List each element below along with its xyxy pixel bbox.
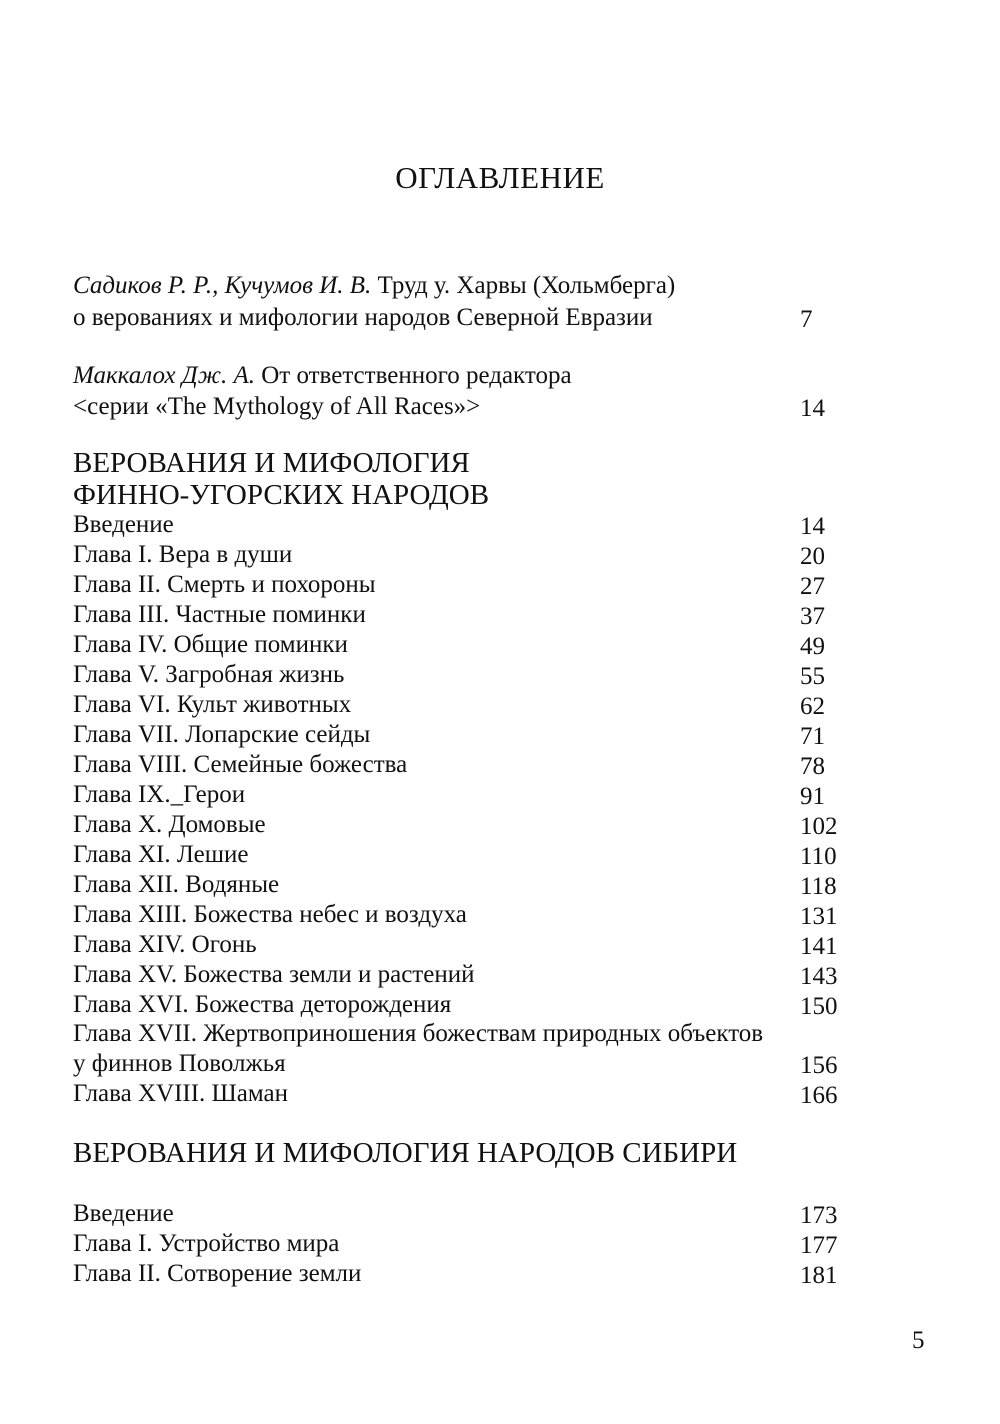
entry-page-number: 14 (800, 513, 825, 540)
entry-page-number: 14 (800, 395, 825, 422)
toc-entry-front-2-line2[interactable]: <серии «The Mythology of All Races»> (73, 393, 481, 420)
entry-author: Садиков Р. Р., Кучумов И. В. (73, 272, 372, 299)
entry-page-number: 91 (800, 783, 825, 810)
toc-entry[interactable]: Глава X. Домовые (73, 811, 266, 838)
entry-page-number: 37 (800, 603, 825, 630)
toc-entry[interactable]: Глава VI. Культ животных (73, 691, 352, 718)
toc-entry[interactable]: Глава II. Сотворение земли (73, 1260, 362, 1287)
entry-title: Труд у. Харвы (Хольмберга) (377, 272, 676, 299)
toc-entry[interactable]: Глава I. Устройство мира (73, 1230, 340, 1257)
entry-page-number: 62 (800, 693, 825, 720)
entry-page-number: 166 (800, 1082, 838, 1109)
entry-page-number: 143 (800, 963, 838, 990)
toc-entry[interactable]: Глава IV. Общие поминки (73, 631, 348, 658)
entry-page-number: 150 (800, 993, 838, 1020)
entry-page-number: 20 (800, 543, 825, 570)
toc-entry[interactable]: Введение (73, 511, 174, 538)
toc-entry-front-2-line1[interactable] (73, 361, 572, 391)
entry-page-number: 141 (800, 933, 838, 960)
toc-entry[interactable]: Глава XVIII. Шаман (73, 1080, 288, 1107)
section-heading-finno-ugric-line2: ФИННО-УГОРСКИХ НАРОДОВ (73, 479, 490, 511)
toc-entry[interactable]: Глава V. Загробная жизнь (73, 661, 345, 688)
toc-entry[interactable]: Глава XI. Лешие (73, 841, 249, 868)
entry-page-number: 173 (800, 1202, 838, 1229)
toc-entry[interactable]: Глава VII. Лопарские сейды (73, 721, 371, 748)
toc-entry[interactable]: Глава XVI. Божества деторождения (73, 991, 452, 1018)
entry-author: Маккалох Дж. А. (73, 362, 255, 389)
entry-page-number: 55 (800, 663, 825, 690)
toc-entry-front-1-line1[interactable] (73, 271, 675, 301)
toc-entry[interactable]: Глава VIII. Семейные божества (73, 751, 408, 778)
toc-entry[interactable]: Глава XIII. Божества небес и воздуха (73, 901, 467, 928)
entry-page-number: 102 (800, 813, 838, 840)
page-title: ОГЛАВЛЕНИЕ (395, 160, 605, 195)
entry-page-number: 118 (800, 873, 837, 900)
entry-page-number: 156 (800, 1052, 838, 1079)
entry-page-number: 131 (800, 903, 838, 930)
entry-page-number: 49 (800, 633, 825, 660)
entry-page-number: 27 (800, 573, 825, 600)
entry-page-number: 78 (800, 753, 825, 780)
entry-page-number: 177 (800, 1232, 838, 1259)
entry-page-number: 71 (800, 723, 825, 750)
toc-entry[interactable]: Глава II. Смерть и похороны (73, 571, 376, 598)
toc-entry[interactable]: Глава IX._Герои (73, 781, 246, 808)
toc-entry[interactable]: Глава XV. Божества земли и растений (73, 961, 475, 988)
entry-page-number: 7 (800, 306, 813, 333)
toc-entry-continuation[interactable]: у финнов Поволжья (73, 1050, 286, 1077)
toc-entry[interactable]: Глава XIV. Огонь (73, 931, 257, 958)
entry-page-number: 110 (800, 843, 837, 870)
toc-entry[interactable]: Глава XVII. Жертвоприношения божествам природных объектов (73, 1020, 764, 1047)
toc-entry[interactable]: Глава I. Вера в души (73, 541, 293, 568)
section-heading-finno-ugric-line1: ВЕРОВАНИЯ И МИФОЛОГИЯ (73, 447, 470, 479)
entry-title: От ответственного редактора (261, 362, 572, 389)
page-number: 5 (912, 1327, 925, 1354)
toc-entry[interactable]: Глава III. Частные поминки (73, 601, 366, 628)
toc-entry[interactable]: Введение (73, 1200, 174, 1227)
toc-entry-front-1-line2[interactable]: о верованиях и мифологии народов Северной Евразии (73, 304, 653, 331)
entry-page-number: 181 (800, 1262, 838, 1289)
toc-entry[interactable]: Глава XII. Водяные (73, 871, 280, 898)
section-heading-siberia: ВЕРОВАНИЯ И МИФОЛОГИЯ НАРОДОВ СИБИРИ (73, 1137, 738, 1169)
